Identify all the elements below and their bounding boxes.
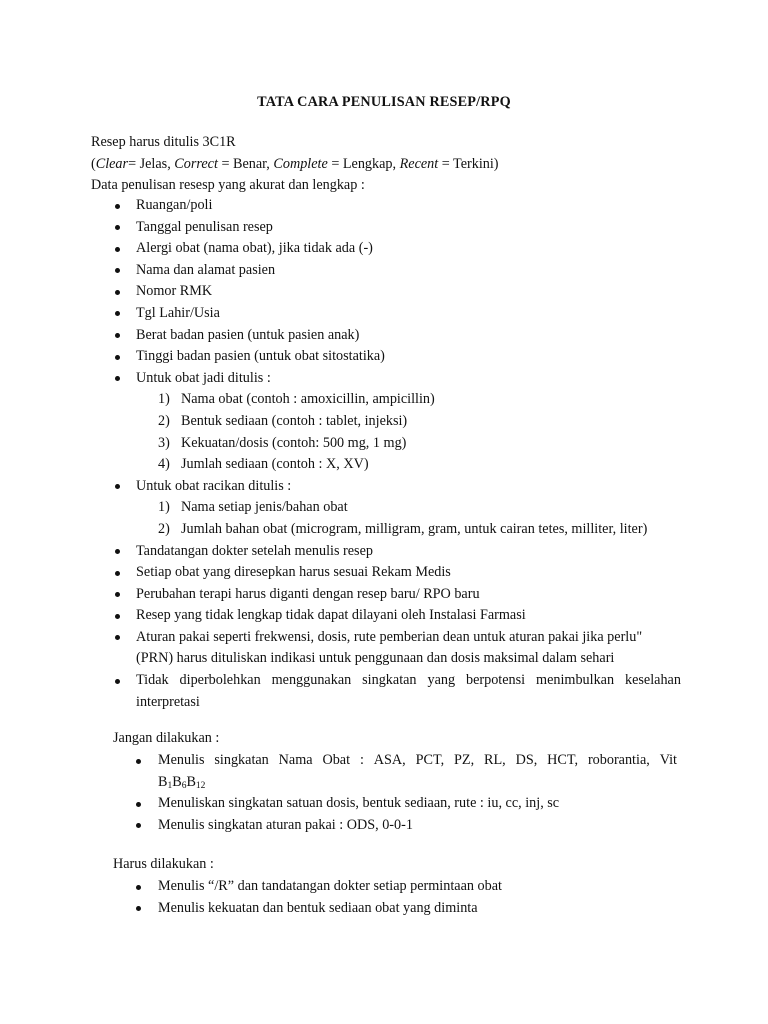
bullet-icon [115,311,120,316]
bullet-icon [115,333,120,338]
harus-list [113,876,677,919]
list-item: Tinggi badan pasien (untuk obat sitostatika) [91,346,681,368]
obat-jadi-sublist [136,389,681,475]
list-item: Nomor RMK [91,281,681,303]
word: singkatan [214,752,269,768]
list-item: Setiap obat yang diresepkan harus sesuai Rekam Medis [91,562,681,584]
word: Menulis [158,752,205,768]
bullet-icon [115,376,120,381]
sublist-item: 1) Nama setiap jenis/bahan obat [158,499,348,516]
word: Vit [659,752,677,768]
list-item: Resep yang tidak lengkap tidak dapat dilayani oleh Instalasi Farmasi [91,605,681,627]
list-item-aturan-pakai: Aturan pakai seperti frekwensi, dosis, rute pemberian dean untuk aturan pakai jika perlu" (PRN) harus dituliskan indikasi untuk penggunaan dan dosis maksimal dalam sehari [91,627,681,670]
list-item: Tandatangan dokter setelah menulis resep [91,541,681,563]
justified-line [136,670,681,692]
bullet-icon [136,759,141,764]
bullet-icon [115,290,120,295]
word: DS, [515,752,538,768]
term-correct: Correct [174,155,218,172]
bullet-icon [115,268,120,273]
list-item: Menulis kekuatan dan bentuk sediaan obat yang diminta [113,898,677,920]
word: HCT, [547,752,579,768]
jangan-list [113,750,677,836]
document-title: TATA CARA PENULISAN RESEP/RPQ [257,94,511,110]
requirements-list [91,195,681,713]
sublist-item: 2) Jumlah bahan obat (microgram, milligram, gram, untuk cairan tetes, milliter, liter) [158,520,648,537]
word: ASA, [373,752,406,768]
word: yang [427,672,456,689]
list-item-obat-racikan: Untuk obat racikan ditulis : 1) Nama setiap jenis/bahan obat 2) Jumlah bahan obat (microgram, milligram, gram, untuk cairan tetes, milliter, liter) [91,476,681,541]
word: diperbolehkan [179,672,261,689]
list-item: Nama dan alamat pasien [91,260,681,282]
list-item: Ruangan/poli [91,195,681,217]
bullet-icon [115,679,120,684]
term-recent: Recent [399,155,439,172]
bullet-icon [115,355,120,360]
bullet-icon [136,802,141,807]
term-complete: Complete [273,155,328,172]
word: RL, [484,752,506,768]
bullet-icon [136,823,141,828]
list-item-obat-jadi: Untuk obat jadi ditulis : 1) Nama obat (contoh : amoxicillin, ampicillin) 2) Bentuk sediaan (contoh : tablet, injeksi) 3) Kekuatan/dosis (contoh: 500 mg, 1 mg) 4) Jumlah sediaan (contoh : X, XV) [91,368,681,476]
word: Nama [278,752,313,768]
list-item-tidak-diperbolehkan: Tidak diperbolehkan menggunakan singkatan yang berpotensi menimbulkan keselahan interpretasi [91,670,681,713]
bullet-icon [115,225,120,230]
sublist-item: 3) Kekuatan/dosis (contoh: 500 mg, 1 mg) [158,434,407,451]
word: singkatan [362,672,417,689]
list-item [113,750,677,793]
term-clear: Clear [95,155,129,172]
bullet-icon [115,204,120,209]
word: PCT, [415,752,445,768]
intro-line-3c1r: Resep harus ditulis 3C1R [91,134,236,150]
list-item: Tgl Lahir/Usia [91,303,681,325]
list-item: Menuliskan singkatan satuan dosis, bentuk sediaan, rute : iu, cc, inj, sc [113,793,677,815]
bullet-icon [115,592,120,597]
section-heading-jangan: Jangan dilakukan : [113,730,220,746]
bullet-icon [115,571,120,576]
bullet-icon [136,906,141,911]
sublist-item: 2) Bentuk sediaan (contoh : tablet, injeksi) [158,412,408,429]
obat-racikan-sublist [136,497,681,540]
vit-b-subscripts: $B_1B_6B_{12}$ [158,773,206,791]
list-item: Berat badan pasien (untuk pasien anak) [91,325,681,347]
word: PZ, [454,752,475,768]
word: menimbulkan [536,672,615,689]
list-item: Menulis singkatan aturan pakai : ODS, 0-0-1 [113,815,677,837]
justified-line-jangan [158,750,677,772]
bullet-icon [115,484,120,489]
word: roborantia, [587,752,650,768]
word: Tidak [136,672,169,689]
bullet-icon [115,635,120,640]
section-heading-harus: Harus dilakukan : [113,856,214,872]
bullet-icon [115,614,120,619]
intro-block [91,132,681,197]
list-item: Perubahan terapi harus diganti dengan resep baru/ RPO baru [91,584,681,606]
word: keselahan [625,672,681,689]
intro-line-data: Data penulisan resesp yang akurat dan lengkap : [91,177,365,194]
word: berpotensi [466,672,526,689]
word: Obat [322,752,351,768]
list-item: Alergi obat (nama obat), jika tidak ada (-) [91,238,681,260]
word: menggunakan [271,672,352,689]
sublist-item: 4) Jumlah sediaan (contoh : X, XV) [158,456,369,473]
list-item: Menulis “/R” dan tandatangan dokter setiap permintaan obat [113,876,677,898]
list-item: Tanggal penulisan resep [91,217,681,239]
bullet-icon [136,885,141,890]
word: : [359,752,364,768]
bullet-icon [115,549,120,554]
intro-line-3c1r-definition: (Clear= Jelas, Correct = Benar, Complete = Lengkap, Recent = Terkini) [91,155,499,172]
sublist-item: 1) Nama obat (contoh : amoxicillin, ampicillin) [158,391,435,408]
bullet-icon [115,247,120,252]
